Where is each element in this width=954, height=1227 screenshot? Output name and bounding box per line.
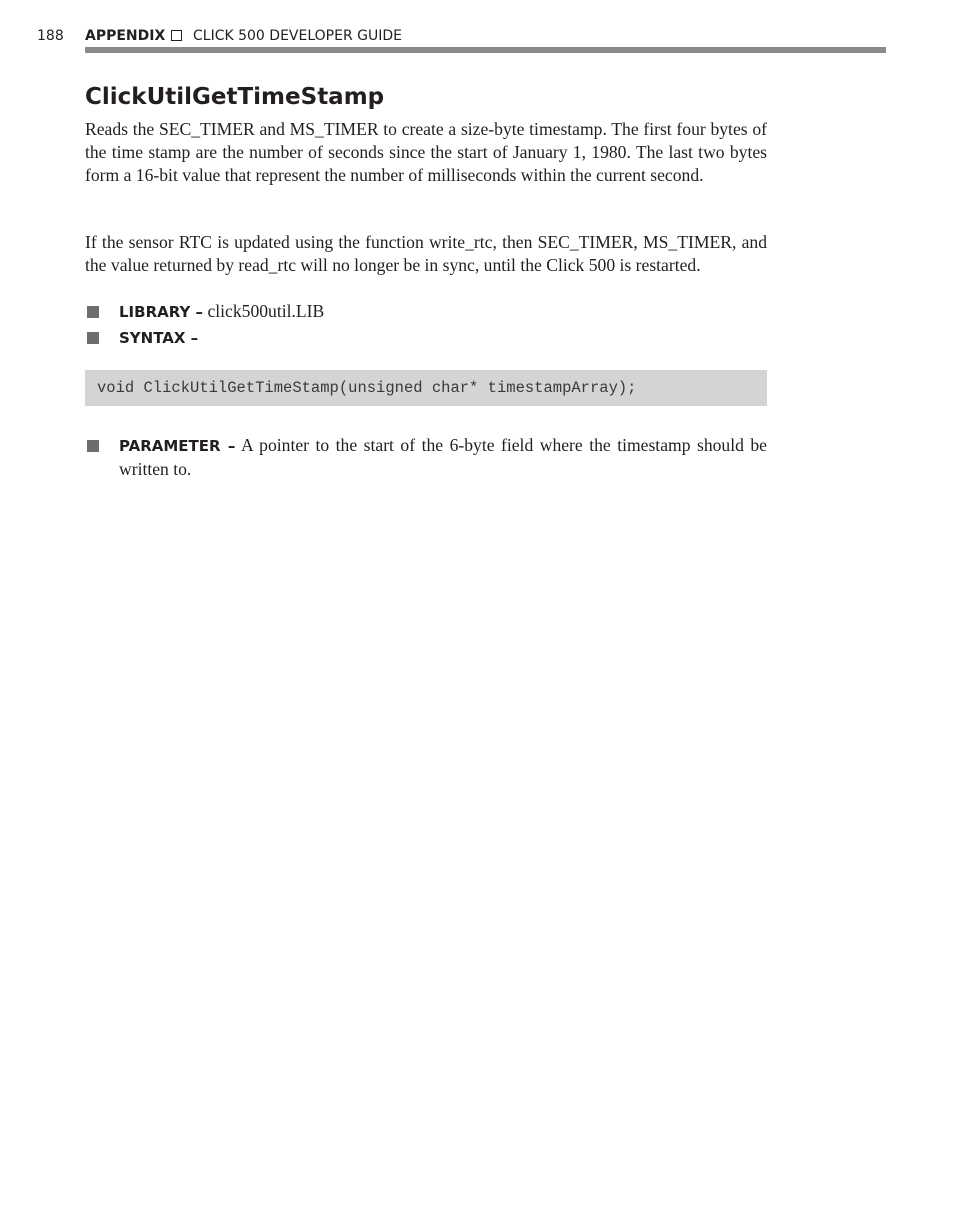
square-bullet-icon [87,332,99,344]
section-label: APPENDIX [85,28,166,44]
function-title: ClickUtilGetTimeStamp [85,84,385,110]
library-item [85,300,767,324]
square-bullet-icon [87,306,99,318]
syntax-item [85,326,767,350]
parameter-label: PARAMETER – [119,437,236,455]
library-label: LIBRARY – [119,303,204,321]
hollow-square-icon [171,30,182,41]
syntax-code-block: void ClickUtilGetTimeStamp(unsigned char* timestampArray); [85,370,767,406]
running-header [37,26,886,46]
syntax-label: SYNTAX – [119,329,199,347]
header-rule [85,47,886,53]
guide-title: CLICK 500 DEVELOPER GUIDE [193,28,402,44]
library-value: click500util.LIB [207,301,325,321]
parameter-value: A pointer to the start of the 6-byte field where the timestamp should be written to. [119,435,767,479]
parameter-item [85,434,767,481]
description-paragraph: Reads the SEC_TIMER and MS_TIMER to create a size-byte timestamp. The first four bytes of the time stamp are the number of seconds since the start of January 1, 1980. The last two bytes form a 16-bit value that represent the number of milliseconds within the current second. [85,119,767,185]
page-number: 188 [37,28,64,44]
description-paragraph: If the sensor RTC is updated using the function write_rtc, then SEC_TIMER, MS_TIMER, and the value returned by read_rtc will no longer be in sync, until the Click 500 is restarted. [85,232,767,275]
square-bullet-icon [87,440,99,452]
